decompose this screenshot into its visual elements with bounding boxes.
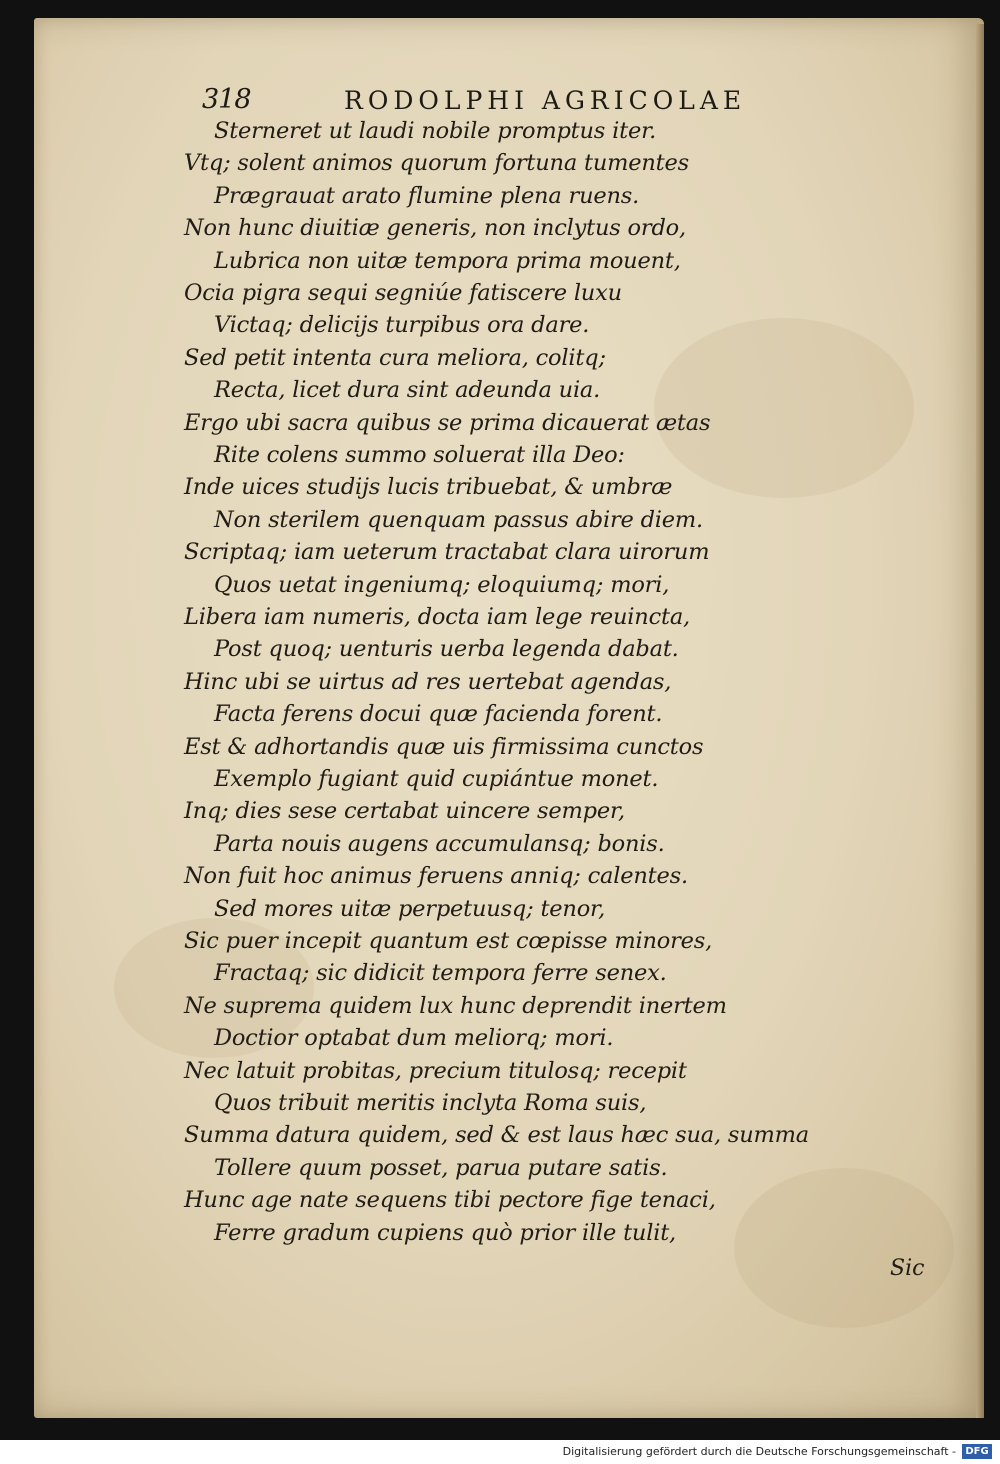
running-head: RODOLPHI AGRICOLAE bbox=[344, 86, 747, 115]
verse-line: Rite colens summo soluerat illa Deo: bbox=[214, 442, 625, 468]
verse-line: Facta ferens docui quæ facienda forent. bbox=[214, 701, 663, 728]
verse-line: Non sterilem quenquam passus abire diem. bbox=[214, 506, 703, 533]
verse-line: Ocia pigra sequi segniúe fatiscere luxu bbox=[184, 280, 622, 306]
verse-line: Nec latuit probitas, precium titulosq; recepit bbox=[184, 1057, 687, 1084]
verse-line: Doctior optabat dum meliorq; mori. bbox=[214, 1025, 614, 1052]
verse-line: Quos tribuit meritis inclyta Roma suis, bbox=[214, 1090, 647, 1116]
verse-line: Hunc age nate sequens tibi pectore fige tenaci, bbox=[184, 1187, 716, 1214]
verse-line: Libera iam numeris, docta iam lege reuincta, bbox=[184, 604, 691, 630]
digitization-footer bbox=[0, 1440, 1000, 1464]
verse-line: Non fuit hoc animus feruens anniq; calentes. bbox=[184, 863, 688, 890]
verse-line: Recta, licet dura sint adeunda uia. bbox=[214, 377, 601, 404]
verse-line: Summa datura quidem, sed & est laus hæc sua, summa bbox=[184, 1122, 809, 1149]
verse-line: Ferre gradum cupiens quò prior ille tulit, bbox=[214, 1219, 677, 1246]
verse-line: Tollere quum posset, parua putare satis. bbox=[214, 1154, 668, 1181]
dfg-logo: DFG bbox=[962, 1444, 992, 1459]
verse-line: Vtq; solent animos quorum fortuna tumentes bbox=[184, 150, 689, 177]
catchword: Sic bbox=[890, 1256, 925, 1281]
verse-line: Ne suprema quidem lux hunc deprendit inertem bbox=[184, 992, 727, 1019]
verse-line: Hinc ubi se uirtus ad res uertebat agendas, bbox=[184, 668, 672, 695]
verse-line: Scriptaq; iam ueterum tractabat clara uirorum bbox=[184, 539, 710, 566]
verse-line: Sic puer incepit quantum est cœpisse minores, bbox=[184, 928, 713, 954]
page-number: 318 bbox=[202, 84, 251, 115]
verse-line: Exemplo fugiant quid cupiántue monet. bbox=[214, 766, 659, 792]
verse-line: Post quoq; uenturis uerba legenda dabat. bbox=[214, 636, 679, 663]
verse-line: Fractaq; sic didicit tempora ferre senex. bbox=[214, 960, 667, 987]
verse-line: Quos uetat ingeniumq; eloquiumq; mori, bbox=[214, 571, 670, 598]
verse-line: Victaq; delicijs turpibus ora dare. bbox=[214, 312, 590, 339]
verse-line: Sed mores uitæ perpetuusq; tenor, bbox=[214, 895, 606, 922]
verse-line: Est & adhortandis quæ uis firmissima cunctos bbox=[184, 733, 704, 760]
verse-line: Sed petit intenta cura meliora, colitq; bbox=[184, 344, 606, 371]
verse-line: Prægrauat arato flumine plena ruens. bbox=[214, 182, 640, 209]
verse-line: Ergo ubi sacra quibus se prima dicauerat ætas bbox=[184, 409, 711, 436]
verse-line: Inde uices studijs lucis tribuebat, & umbræ bbox=[184, 474, 673, 501]
verse-line: Inq; dies sese certabat uincere semper, bbox=[184, 798, 626, 825]
verse-line: Sterneret ut laudi nobile promptus iter. bbox=[214, 118, 657, 144]
funding-credit: Digitalisierung gefördert durch die Deutsche Forschungsgemeinschaft - bbox=[562, 1445, 956, 1458]
verse-line: Lubrica non uitæ tempora prima mouent, bbox=[214, 247, 681, 274]
verse-line: Parta nouis augens accumulansq; bonis. bbox=[214, 830, 665, 857]
verse-line: Non hunc diuitiæ generis, non inclytus ordo, bbox=[184, 215, 686, 242]
